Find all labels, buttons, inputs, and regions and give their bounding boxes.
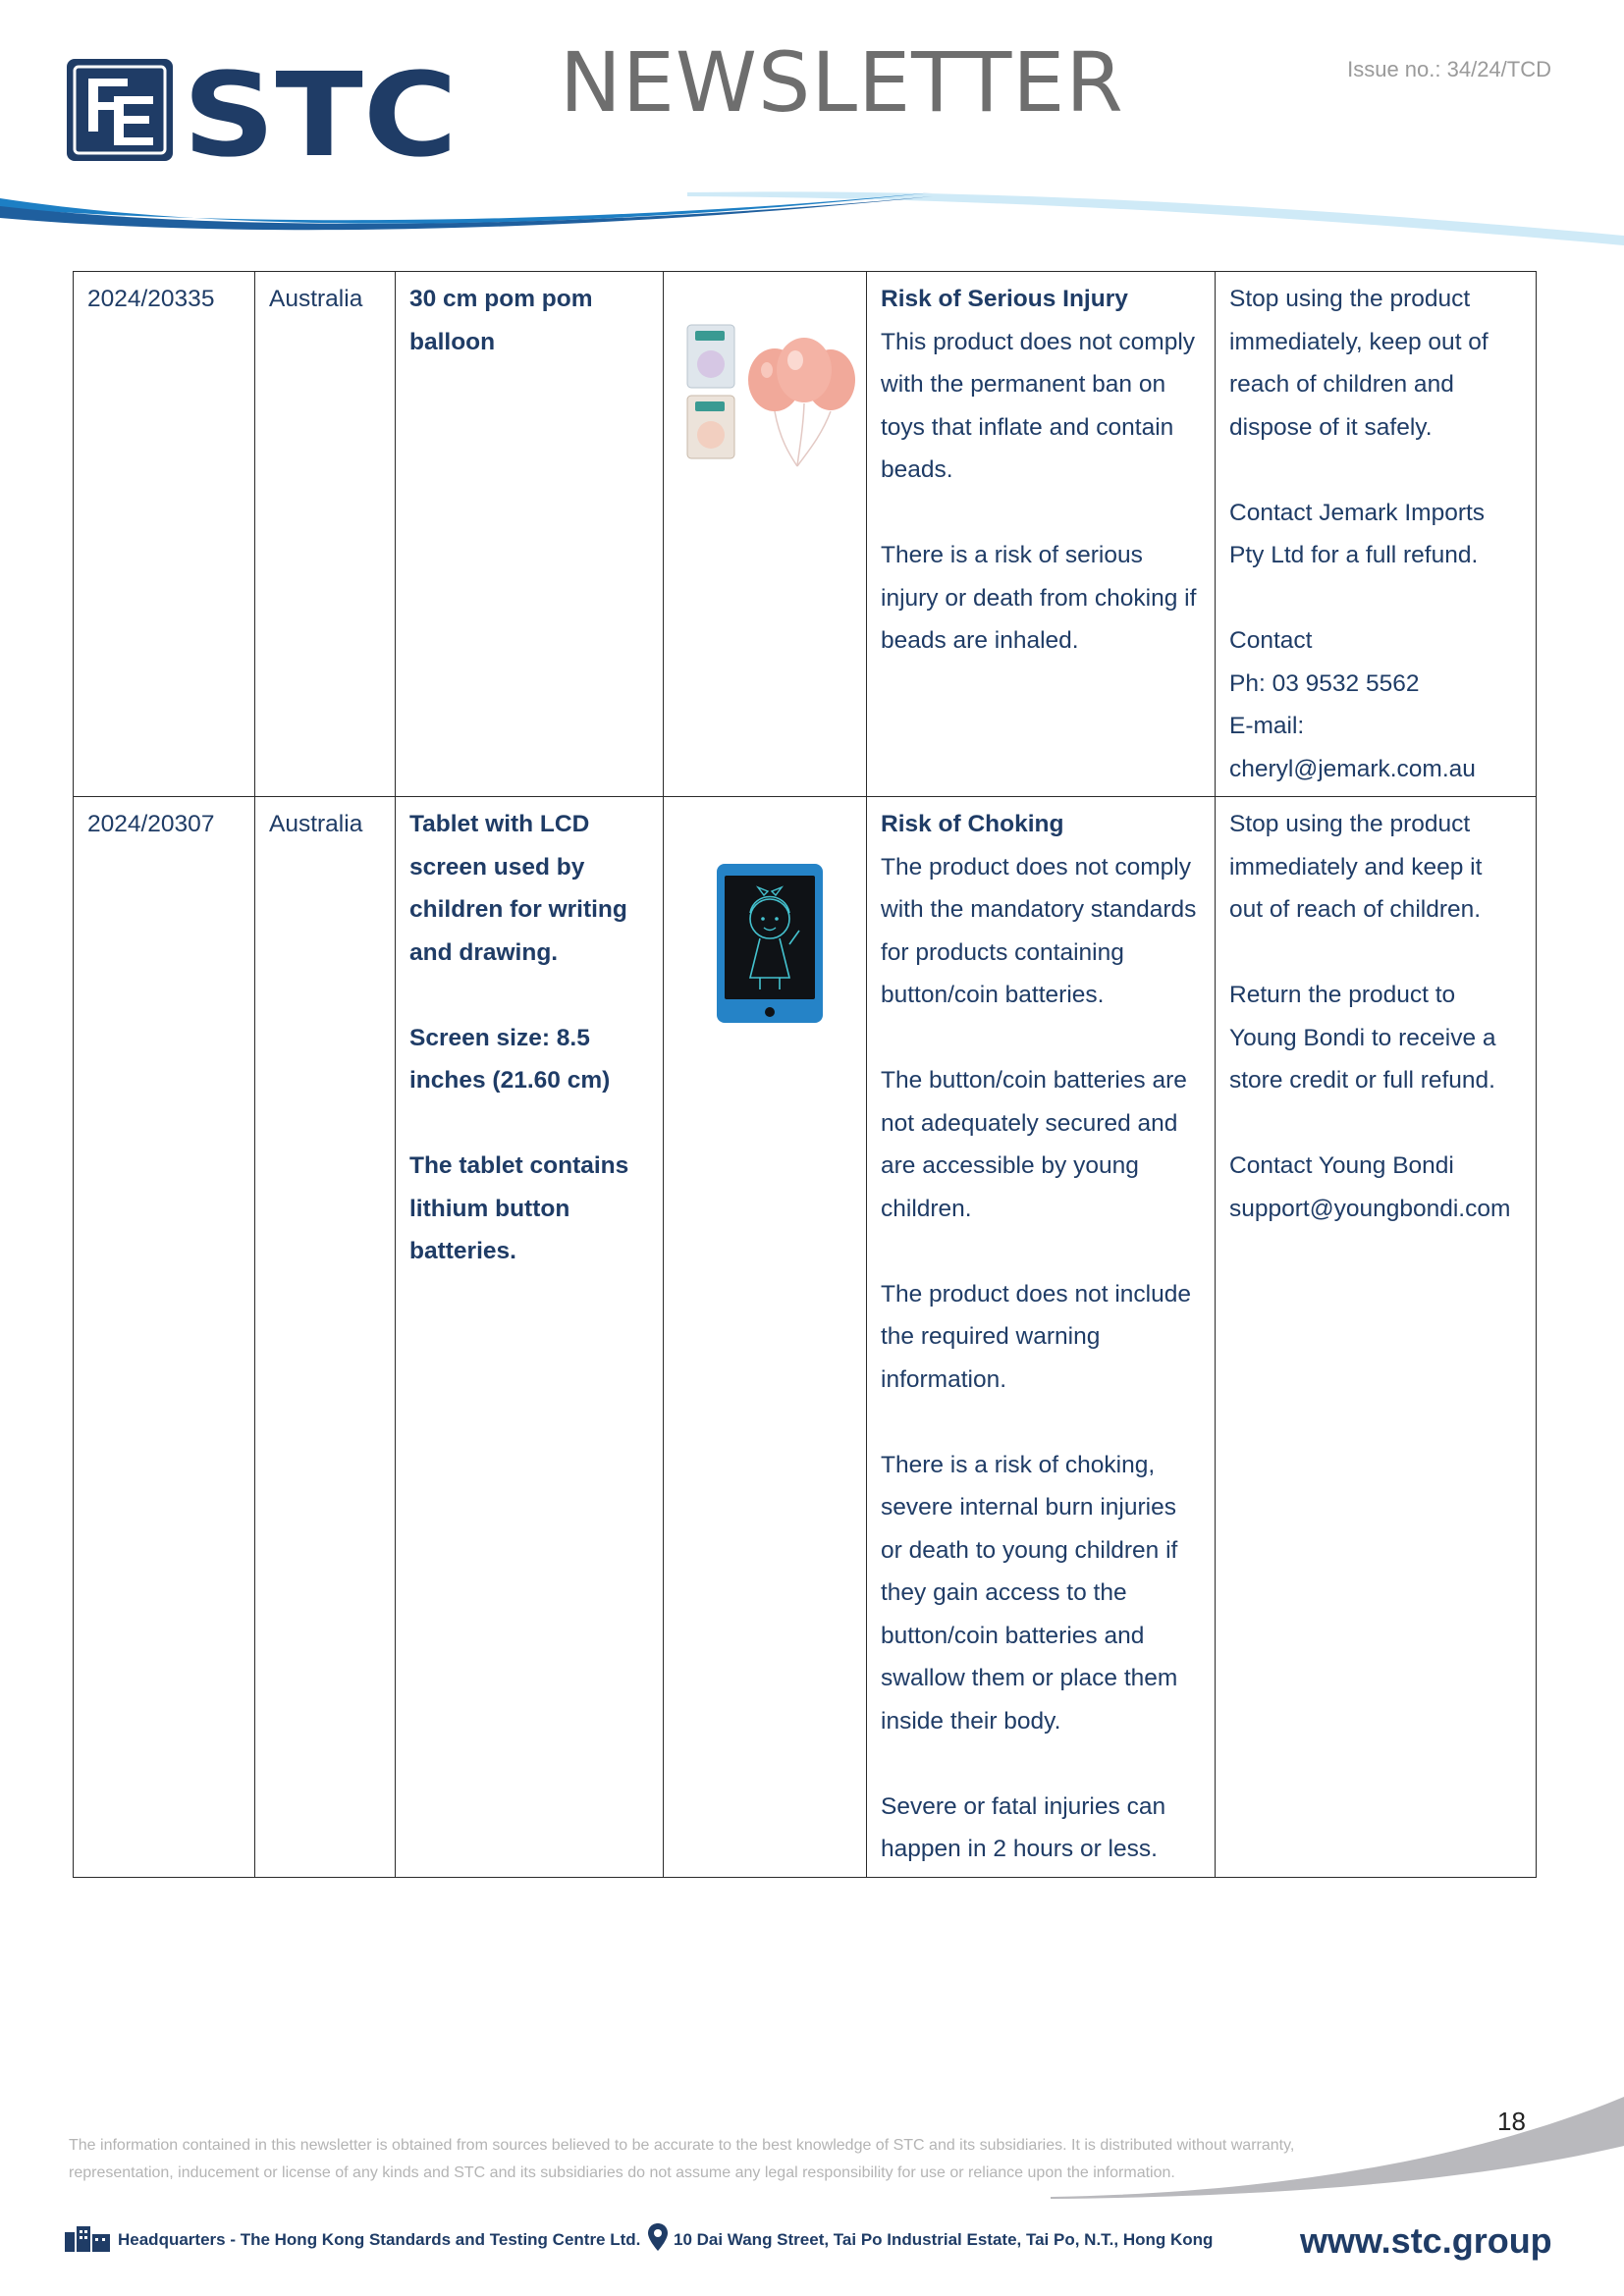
newsletter-title: NEWSLETTER [560,34,1124,131]
table-row [74,272,1537,797]
issue-number: Issue no.: 34/24/TCD [1347,57,1551,81]
recall-hazard [867,272,1216,797]
recall-remedy: Stop using the product immediately, keep out of reach of children and dispose of it safely. Contact Jemark Imports Pty Ltd for a full refund. Contact Ph: 03 9532 5562 E-mail: cheryl@jemark.com.au [1216,272,1537,797]
recall-image-cell [664,797,867,1878]
recall-remedy: Stop using the product immediately and keep it out of reach of children. Return the product to Young Bondi to receive a store credit or full refund. Contact Young Bondi support@youngbondi.com [1216,797,1537,1878]
recall-country: Australia [255,797,396,1878]
hazard-description: The product does not comply with the mandatory standards for products containing button/coin batteries. The button/coin batteries are not adequately secured and are accessible by young children. The product does not include the required warning information. There is a risk of choking, severe internal burn injuries or death to young children if they gain access to the button/coin batteries and swallow them or place them inside their body. Severe or fatal injuries can happen in 2 hours or less. [881,853,1197,1862]
address-text: 10 Dai Wang Street, Tai Po Industrial Estate, Tai Po, N.T., Hong Kong [674,2230,1214,2249]
hazard-title: Risk of Serious Injury [881,286,1128,312]
recall-id: 2024/20307 [74,797,255,1878]
recall-id: 2024/20335 [74,272,255,797]
table-row [74,797,1537,1878]
page-number: 18 [1497,2107,1526,2136]
disclaimer-text: The information contained in this newsletter is obtained from sources believed to be accurate to the best knowledge of STC and its subsidiaries. It is distributed without warranty, representation, inducement or license of any kinds and STC and its subsidiaries do not assume any legal responsibility for use or reliance upon the information. [69,2137,1295,2181]
stc-logo [67,57,460,163]
hazard-title: Risk of Choking [881,811,1064,837]
lcd-writing-tablet-photo [715,862,825,1025]
logo-text: STC [183,57,458,163]
location-pin-icon [648,2223,668,2251]
recall-image-cell [664,272,867,797]
headquarters-label: Headquarters - The Hong Kong Standards and Testing Centre Ltd. [118,2230,641,2249]
recall-product: 30 cm pom pom balloon [396,272,664,797]
hazard-description: This product does not comply with the permanent ban on toys that inflate and contain beads. There is a risk of serious injury or death from choking if beads are inhaled. [881,328,1197,654]
recall-table [73,271,1537,1878]
footer-bar [63,2220,1565,2260]
website-link[interactable]: www.stc.group [1300,2220,1552,2261]
pom-pom-balloon-photo [681,321,858,468]
building-icon [63,2222,112,2252]
recall-product: Tablet with LCD screen used by children for writing and drawing. Screen size: 8.5 inches (21.60 cm) The tablet contains lithium button batteries. [396,797,664,1878]
header-swoosh-decoration [0,185,1624,253]
recall-hazard [867,797,1216,1878]
recall-country: Australia [255,272,396,797]
